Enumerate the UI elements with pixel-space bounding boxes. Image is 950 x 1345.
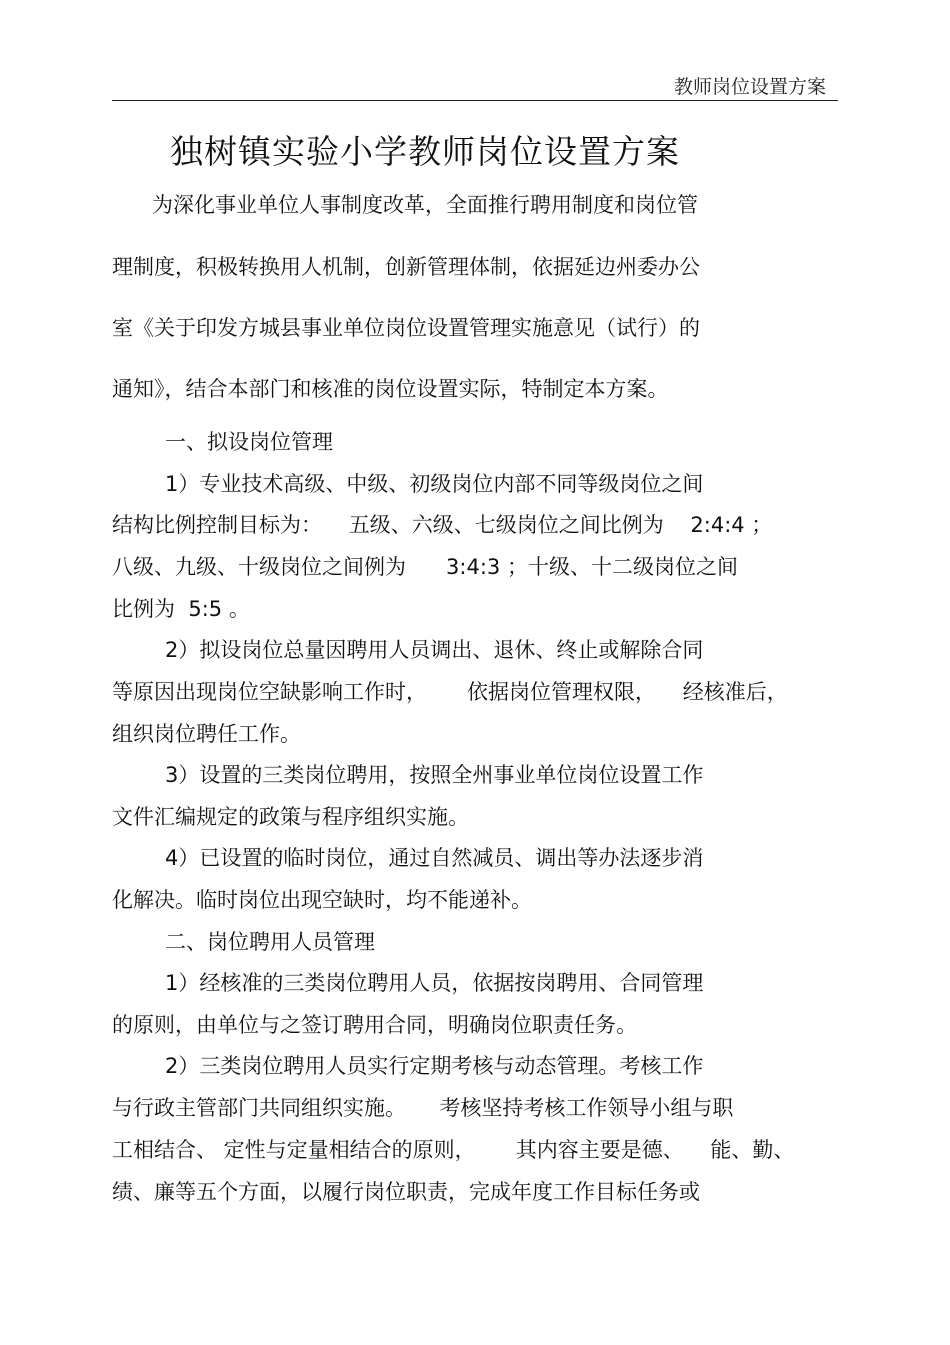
paragraph-line: 八级、九级、十级岗位之间例为 3:4:3 ；十级、十二级岗位之间 [112, 555, 738, 579]
paragraph-line: 4）已设置的临时岗位，通过自然减员、调出等办法逐步消 [165, 846, 704, 870]
paragraph-line: 理制度，积极转换用人机制，创新管理体制，依据延边州委办公 [112, 255, 700, 279]
paragraph-line: 3）设置的三类岗位聘用，按照全州事业单位岗位设置工作 [165, 763, 704, 787]
section-heading: 二、岗位聘用人员管理 [165, 930, 375, 954]
paragraph-line: 比例为 5:5 。 [112, 597, 250, 621]
paragraph-line: 室《关于印发方城县事业单位岗位设置管理实施意见（试行）的 [112, 316, 700, 340]
paragraph-line: 绩、廉等五个方面，以履行岗位职责，完成年度工作目标任务或 [112, 1180, 700, 1204]
paragraph-line: 文件汇编规定的政策与程序组织实施。 [112, 805, 469, 829]
paragraph-line: 1）专业技术高级、中级、初级岗位内部不同等级岗位之间 [165, 472, 704, 496]
section-heading: 一、拟设岗位管理 [165, 430, 333, 454]
paragraph-line: 为深化事业单位人事制度改革，全面推行聘用制度和岗位管 [152, 193, 698, 217]
paragraph-line: 1）经核准的三类岗位聘用人员，依据按岗聘用、合同管理 [165, 971, 704, 995]
paragraph-line: 2）三类岗位聘用人员实行定期考核与动态管理。考核工作 [165, 1054, 704, 1078]
paragraph-line: 组织岗位聘任工作。 [112, 722, 301, 746]
running-header: 教师岗位设置方案 [673, 76, 826, 98]
header-divider [112, 100, 838, 101]
document-title: 独树镇实验小学教师岗位设置方案 [170, 132, 680, 171]
paragraph-line: 通知》，结合本部门和核准的岗位设置实际，特制定本方案。 [112, 377, 669, 401]
paragraph-line: 2）拟设岗位总量因聘用人员调出、退休、终止或解除合同 [165, 638, 704, 662]
paragraph-line: 化解决。临时岗位出现空缺时，均不能递补。 [112, 888, 532, 912]
paragraph-line: 等原因出现岗位空缺影响工作时， 依据岗位管理权限， 经核准后， [112, 680, 788, 704]
paragraph-line: 结构比例控制目标为： 五级、六级、七级岗位之间比例为 2:4:4 ； [112, 513, 773, 537]
paragraph-line: 的原则，由单位与之签订聘用合同，明确岗位职责任务。 [112, 1013, 637, 1037]
paragraph-line: 工相结合、 定性与定量相结合的原则， 其内容主要是德、 能、勤、 [112, 1138, 795, 1162]
paragraph-line: 与行政主管部门共同组织实施。 考核坚持考核工作领导小组与职 [112, 1096, 734, 1120]
